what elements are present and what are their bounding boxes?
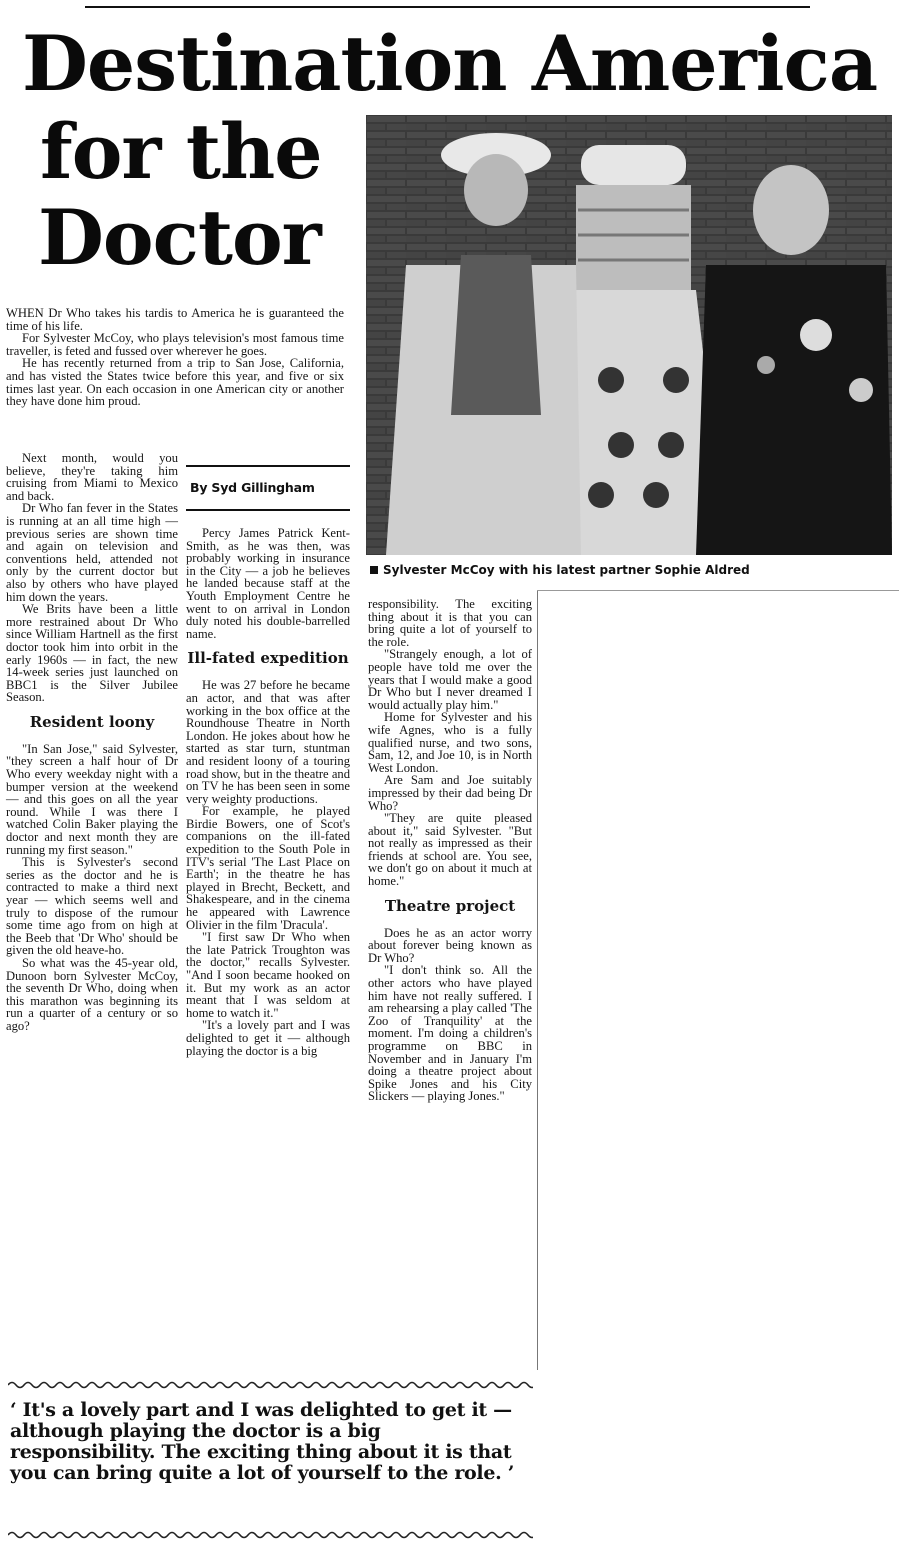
subhead-resident-loony: Resident loony	[29, 712, 155, 731]
body-para: So what was the 45-year old, Dunoon born Sylvester McCoy, the seventh Dr Who, doing when this marathon was beginning its run a quarter of a century or so ago?	[6, 955, 178, 1033]
photo-sylvester-sophie	[366, 115, 892, 555]
column-rule	[537, 590, 899, 591]
body-para: "It's a lovely part and I was delighted to get it — although playing the doctor is a big	[186, 1018, 350, 1058]
caption-text: Sylvester McCoy with his latest partner Sophie Aldred	[383, 563, 750, 577]
body-para: "They are quite pleased about it," said Sylvester. "But not really as impressed as their friends at school are. You see, we don't go on about it much at home."	[368, 811, 532, 889]
body-para: responsibility. The exciting thing about it is that you can bring quite a lot of yourself to the role.	[368, 597, 532, 649]
column-rule	[537, 590, 538, 1370]
wavy-rule-bottom	[8, 1530, 533, 1540]
body-para: We Brits have been a little more restrained about Dr Who since William Hartnell as the first doctor took him into orbit in the early 1960s — in fact, the new 14-week series just launched on BBC1 is the Silver Jubilee Season.	[6, 602, 178, 705]
column-2	[186, 527, 350, 1057]
headline-line-3: Doctor	[38, 193, 321, 282]
subhead-theatre-project: Theatre project	[384, 896, 516, 915]
photo-caption	[370, 563, 750, 577]
body-para: Percy James Patrick Kent-Smith, as he was then, was probably working in insurance in the City — a job he believes he landed because staff at the Youth Employment Centre he went to on arrival in London duly noted his double-barrelled name.	[186, 526, 350, 641]
headline-line-1: Destination America	[22, 19, 878, 108]
top-rule	[85, 6, 810, 8]
intro-para: He has recently returned from a trip to San Jose, California, and has visted the States twice before this year, and five or six times last year. On each occasion in one American city or another they have done him proud.	[6, 356, 344, 409]
column-1	[6, 452, 178, 1033]
headline-line-2: for the	[40, 107, 322, 196]
byline: By Syd Gillingham	[190, 480, 315, 495]
body-para: He was 27 before he became an actor, and that was after working in the box office at the Roundhouse Theatre in North London. He jokes about how he started as star turn, stuntman and resident loony of a touring road show, but in the theatre and on TV he has been seen in some very weighty productions.	[186, 678, 350, 806]
body-para: Are Sam and Joe suitably impressed by their dad being Dr Who?	[368, 773, 532, 813]
body-para: "Strangely enough, a lot of people have told me over the years that I would make a good Dr Who but I never dreamed I would actually play him."	[368, 647, 532, 712]
intro-text	[6, 307, 344, 408]
body-para: "I first saw Dr Who when the late Patrick Troughton was the doctor," recalls Sylvester. "And I soon became hooked on it. But my work as an actor meant that I was seldom at home to watch it."	[186, 930, 350, 1020]
dark-jacket	[696, 265, 892, 555]
body-para: Next month, would you believe, they're taking him cruising from Miami to Mexico and back.	[6, 451, 178, 503]
intro-para: For Sylvester McCoy, who plays television's most famous time traveller, is feted and fussed over wherever he goes.	[6, 331, 344, 358]
dalek-dome	[581, 145, 686, 185]
body-para: For example, he played Birdie Bowers, one of Scot's companions on the ill-fated expedition to the South Pole in ITV's serial 'The Last Place on Earth'; in the theatre he has played in Brecht, Beckett, and Shakespeare, and in the cinema he appeared with Lawrence Olivier in the film 'Dracula'.	[186, 804, 350, 932]
pull-quote: ‘ It's a lovely part and I was delighted to get it — although playing the doctor is a big responsibility. The exciting thing about it is that you can bring quite a lot of yourself to the role. ’	[10, 1399, 515, 1484]
intro-para: WHEN Dr Who takes his tardis to America he is guaranteed the time of his life.	[6, 306, 344, 333]
wavy-rule-top	[8, 1380, 533, 1390]
caption-bullet	[370, 566, 378, 574]
subhead-ill-fated-expedition: Ill-fated expedition	[187, 649, 349, 668]
body-para: "I don't think so. All the other actors who have played him have not really suffered. I am rehearsing a play called 'The Zoo of Tranquility' at the moment. I'm doing a children's programme on BBC in November and in January I'm doing a theatre project about Spike Jones and his City Slickers — playing Jones."	[368, 963, 532, 1104]
body-para: "In San Jose," said Sylvester, "they screen a half hour of Dr Who every weekday night with a bumper version at the weekend — and this goes on all the year round. While I was there I watched Colin Baker playing the doctor and next month they are running my first season."	[6, 741, 178, 857]
photo-illustration	[366, 115, 892, 555]
body-para: Dr Who fan fever in the States is running at an all time high — previous series are shown time and again on television and conventions held, attended not only by the current doctor but also by others who have played him down the years.	[6, 501, 178, 604]
body-para: Does he as an actor worry about forever being known as Dr Who?	[368, 925, 532, 965]
body-para: This is Sylvester's second series as the doctor and he is contracted to make a third next year — which seems well and truly to dispose of the rumour some time ago from on high at the Beeb that 'Dr Who' should be given the old heave-ho.	[6, 855, 178, 958]
body-para: Home for Sylvester and his wife Agnes, who is a fully qualified nurse, and two sons, Sam, 12, and Joe 10, is in North West London.	[368, 710, 532, 775]
column-3	[368, 598, 532, 1103]
